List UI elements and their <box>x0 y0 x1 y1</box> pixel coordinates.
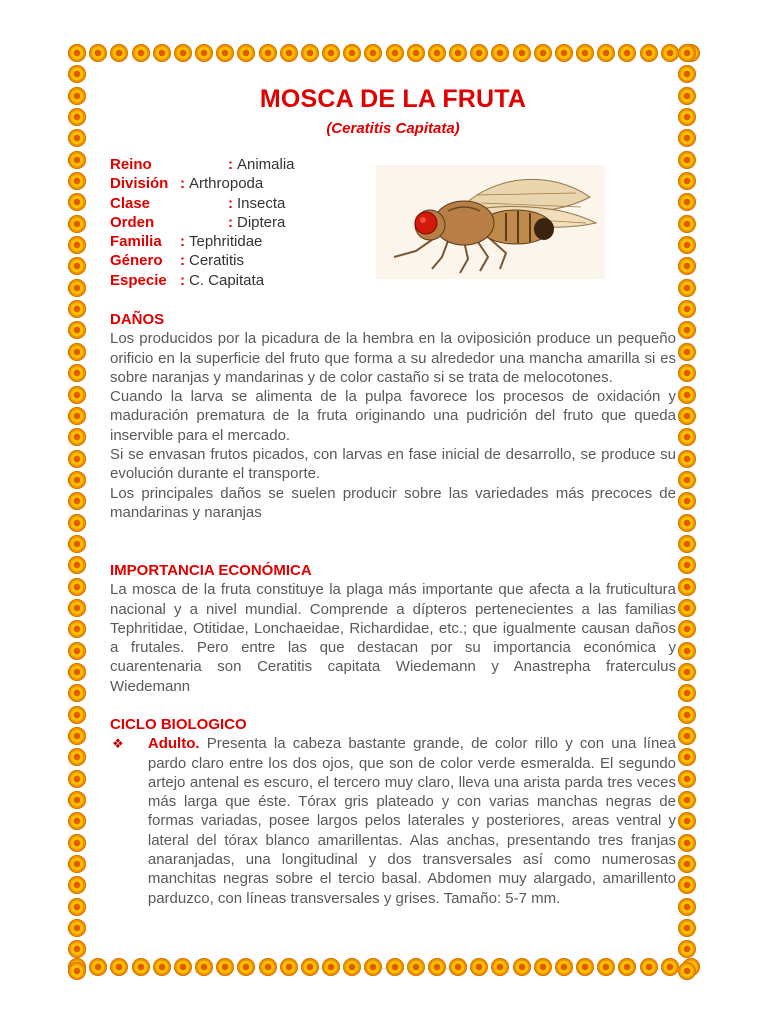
flower-icon <box>343 958 361 976</box>
flower-icon <box>640 958 658 976</box>
flower-icon <box>259 44 277 62</box>
flower-icon <box>68 663 86 681</box>
flower-icon <box>216 958 234 976</box>
page-title: MOSCA DE LA FRUTA <box>259 85 527 113</box>
flower-icon <box>678 428 696 446</box>
flower-icon <box>195 958 213 976</box>
taxonomy-value: Diptera <box>237 213 286 231</box>
flower-icon <box>576 958 594 976</box>
flower-icon <box>301 958 319 976</box>
paragraph: Los producidos por la picadura de la hembra en la oviposición produce un pequeño orificio en la superficie del fruto que forma a su alrededor una mancha amarilla si es sobre naranjas y mandarinas y de color castaño si se trata de melocotones. <box>110 330 676 386</box>
flower-icon <box>407 44 425 62</box>
flower-icon <box>678 620 696 638</box>
flower-icon <box>678 791 696 809</box>
flower-icon <box>491 958 509 976</box>
flower-icon <box>174 44 192 62</box>
flower-icon <box>678 727 696 745</box>
flower-icon <box>678 940 696 958</box>
flower-icon <box>678 663 696 681</box>
flower-icon <box>68 620 86 638</box>
flower-icon <box>678 343 696 361</box>
flower-icon <box>68 812 86 830</box>
flower-icon <box>68 706 86 724</box>
flower-icon <box>678 108 696 126</box>
flower-icon <box>68 834 86 852</box>
section-heading: CICLO BIOLOGICO <box>110 716 247 733</box>
taxonomy-row-especie: Especie : C. Capitata <box>110 271 265 289</box>
flower-icon <box>110 958 128 976</box>
flower-icon <box>678 855 696 873</box>
flower-icon <box>68 87 86 105</box>
taxonomy-row-orden: Orden : Diptera <box>110 213 286 231</box>
flower-icon <box>68 236 86 254</box>
flower-icon <box>678 919 696 937</box>
flower-icon <box>237 958 255 976</box>
flower-icon <box>68 151 86 169</box>
flower-icon <box>678 300 696 318</box>
taxonomy-list <box>110 155 295 290</box>
flower-icon <box>68 407 86 425</box>
flower-icon <box>68 876 86 894</box>
flower-icon <box>678 364 696 382</box>
taxonomy-value: Tephritidae <box>189 233 263 251</box>
flower-icon <box>678 748 696 766</box>
flower-icon <box>68 556 86 574</box>
flower-icon <box>678 556 696 574</box>
flower-icon <box>449 44 467 62</box>
flower-icon <box>386 44 404 62</box>
taxonomy-key: Reino <box>110 156 152 173</box>
flower-icon <box>322 44 340 62</box>
flower-icon <box>259 958 277 976</box>
flower-icon <box>640 44 658 62</box>
flower-icon <box>678 129 696 147</box>
flower-icon <box>618 44 636 62</box>
flower-icon <box>428 44 446 62</box>
flower-icon <box>68 492 86 510</box>
flower-icon <box>470 44 488 62</box>
flower-icon <box>68 343 86 361</box>
decorative-border-top <box>68 44 700 66</box>
flower-icon <box>678 535 696 553</box>
flower-icon <box>68 257 86 275</box>
flower-icon <box>678 279 696 297</box>
flower-icon <box>68 535 86 553</box>
flower-icon <box>89 958 107 976</box>
taxonomy-value: Animalia <box>237 156 295 173</box>
flower-icon <box>174 958 192 976</box>
flower-icon <box>407 958 425 976</box>
taxonomy-key: Género <box>110 252 163 270</box>
bullet-title: Adulto. <box>147 735 200 753</box>
flower-icon <box>68 770 86 788</box>
section-importancia <box>110 561 676 696</box>
flower-icon <box>68 129 86 147</box>
flower-icon <box>678 706 696 724</box>
flower-icon <box>678 684 696 702</box>
flower-icon <box>364 958 382 976</box>
taxonomy-value: C. Capitata <box>189 271 265 289</box>
flower-icon <box>678 44 696 62</box>
flower-icon <box>534 44 552 62</box>
flower-icon <box>68 471 86 489</box>
paragraph: Los principales daños se suelen producir sobre las variedades más precoces de mandarinas y naranjas <box>110 484 676 521</box>
flower-icon <box>678 87 696 105</box>
flower-icon <box>216 44 234 62</box>
flower-icon <box>678 193 696 211</box>
flower-icon <box>132 44 150 62</box>
flower-icon <box>195 44 213 62</box>
flower-icon <box>678 172 696 190</box>
flower-icon <box>597 44 615 62</box>
flower-icon <box>68 898 86 916</box>
flower-icon <box>678 514 696 532</box>
flower-icon <box>110 44 128 62</box>
flower-icon <box>597 958 615 976</box>
taxonomy-row-genero: Género : Ceratitis <box>110 252 245 270</box>
fruit-fly-drawing <box>376 165 605 279</box>
flower-icon <box>576 44 594 62</box>
flower-icon <box>513 958 531 976</box>
flower-icon <box>68 65 86 83</box>
flower-icon <box>678 257 696 275</box>
flower-icon <box>343 44 361 62</box>
flower-icon <box>68 748 86 766</box>
flower-icon <box>678 898 696 916</box>
flower-icon <box>68 193 86 211</box>
decorative-border-bottom <box>68 958 700 980</box>
flower-icon <box>153 958 171 976</box>
flower-icon <box>364 44 382 62</box>
flower-icon <box>678 962 696 980</box>
flower-icon <box>68 514 86 532</box>
flower-icon <box>153 44 171 62</box>
taxonomy-row-clase: Clase : Insecta <box>110 194 286 212</box>
flower-icon <box>678 450 696 468</box>
flower-icon <box>280 44 298 62</box>
taxonomy-value: Ceratitis <box>189 252 245 270</box>
flower-icon <box>678 407 696 425</box>
taxonomy-row-reino: Reino : Animalia <box>110 156 295 173</box>
paragraph: Cuando la larva se alimenta de la pulpa favorece los procesos de oxidación y maduración prematura de la fruta originando una pudrición del fruto que queda inservible para el mercado. <box>110 388 676 444</box>
flower-icon <box>678 876 696 894</box>
taxonomy-row-division: División : Arthropoda <box>110 175 264 193</box>
flower-icon <box>68 108 86 126</box>
taxonomy-key: División <box>110 175 169 193</box>
decorative-border-left <box>68 44 90 980</box>
flower-icon <box>68 599 86 617</box>
bullet-text <box>148 734 676 908</box>
flower-icon <box>555 44 573 62</box>
flower-icon <box>678 770 696 788</box>
flower-icon <box>470 958 488 976</box>
flower-icon <box>678 215 696 233</box>
flower-icon <box>68 962 86 980</box>
flower-icon <box>68 172 86 190</box>
paragraph: Si se envasan frutos picados, con larvas en fase inicial de desarrollo, se produce su evolución durante el transporte. <box>110 446 676 483</box>
flower-icon <box>678 812 696 830</box>
taxonomy-key: Orden <box>110 213 155 231</box>
taxonomy-value: Insecta <box>237 194 286 212</box>
flower-icon <box>386 958 404 976</box>
flower-icon <box>678 578 696 596</box>
flower-icon <box>68 684 86 702</box>
flower-icon <box>555 958 573 976</box>
list-item <box>110 734 676 908</box>
flower-icon <box>68 450 86 468</box>
flower-icon <box>678 599 696 617</box>
bullet-body: Presenta la cabeza bastante grande, de color rillo y con una línea pardo claro entre los dos ojos, que son de color verde esmeralda. El segundo artejo antenal es escuro, el tercero muy claro, lleva una arista parda tres veces más larga que éste. Tórax gris plateado y con varias manchas negras de formas variadas, posee largos pelos laterales y posteriores, areas ventral y lateral del tórax blanco amarillentas. Alas anchas, presentando tres franjas anaranjadas, una longitudinal y dos transversales así como numerosas manchitas negras sobre el tercio basal. Abdomen muy alargado, amarillento parduzco, con líneas transversales y grises. Tamaño: 5-7 mm. <box>147 735 676 907</box>
flower-icon <box>678 471 696 489</box>
section-ciclo <box>110 715 676 908</box>
taxonomy-key: Especie <box>110 271 167 289</box>
paragraph: La mosca de la fruta constituye la plaga más importante que afecta a la fruticultura nacional y a nivel mundial. Comprende a dípteros pertenecientes a las familias Tephritidae, Otitidae, Lonchaeidae, Richardidae, etc.; que igualmente causan daños a frutales. Pero entre las que destacan por su importancia económica y cuarentenaria son Ceratitis capitata Wiedemann y Anastrepha fraterculus Wiedemann <box>110 581 676 695</box>
flower-icon <box>513 44 531 62</box>
flower-icon <box>678 834 696 852</box>
fruit-fly-illustration <box>376 165 605 279</box>
flower-icon <box>491 44 509 62</box>
flower-icon <box>68 321 86 339</box>
decorative-border-right <box>678 44 700 980</box>
flower-icon <box>301 44 319 62</box>
flower-icon <box>68 791 86 809</box>
section-danos <box>110 310 676 522</box>
taxonomy-key: Clase <box>110 194 151 212</box>
flower-icon <box>322 958 340 976</box>
flower-icon <box>428 958 446 976</box>
section-heading: DAÑOS <box>110 311 165 328</box>
taxonomy-row-familia: Familia : Tephritidae <box>110 233 263 251</box>
flower-icon <box>678 236 696 254</box>
flower-icon <box>678 642 696 660</box>
flower-icon <box>661 958 679 976</box>
flower-icon <box>678 65 696 83</box>
flower-icon <box>678 321 696 339</box>
flower-icon <box>678 151 696 169</box>
flower-icon <box>68 919 86 937</box>
flower-icon <box>68 940 86 958</box>
flower-icon <box>449 958 467 976</box>
flower-icon <box>68 642 86 660</box>
diamond-bullet-icon: ❖ <box>112 736 124 752</box>
flower-icon <box>68 855 86 873</box>
flower-icon <box>678 492 696 510</box>
flower-icon <box>89 44 107 62</box>
flower-icon <box>678 386 696 404</box>
taxonomy-key: Familia <box>110 233 162 251</box>
flower-icon <box>68 215 86 233</box>
taxonomy-value: Arthropoda <box>189 175 264 193</box>
flower-icon <box>132 958 150 976</box>
page-subtitle: (Ceratitis Capitata) <box>326 120 460 137</box>
flower-icon <box>68 386 86 404</box>
flower-icon <box>618 958 636 976</box>
flower-icon <box>68 428 86 446</box>
flower-icon <box>68 727 86 745</box>
flower-icon <box>68 578 86 596</box>
flower-icon <box>68 300 86 318</box>
flower-icon <box>68 44 86 62</box>
flower-icon <box>280 958 298 976</box>
flower-icon <box>661 44 679 62</box>
flower-icon <box>68 364 86 382</box>
flower-icon <box>534 958 552 976</box>
flower-icon <box>68 279 86 297</box>
section-heading: IMPORTANCIA ECONÓMICA <box>110 562 312 579</box>
flower-icon <box>237 44 255 62</box>
